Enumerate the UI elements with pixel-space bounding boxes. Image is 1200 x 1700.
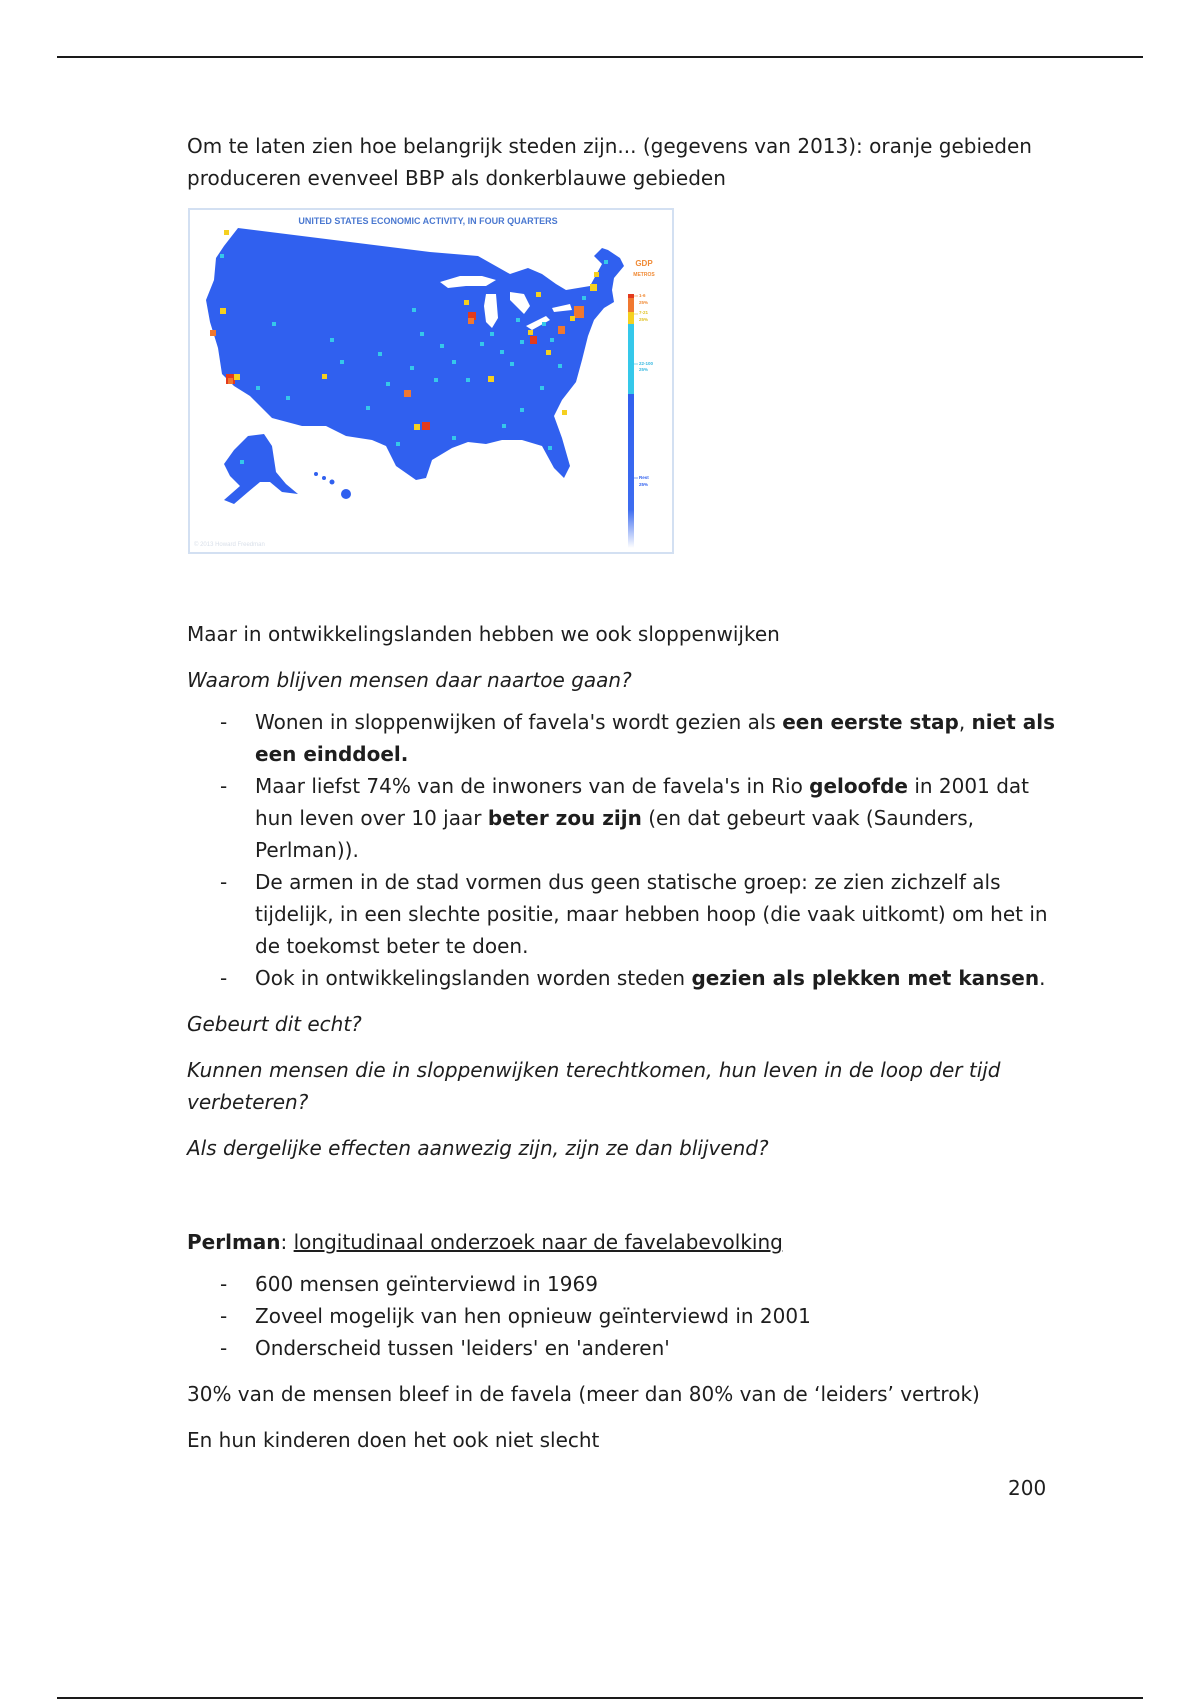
list-item [187,706,1057,770]
list-text: , [958,710,972,734]
legend-1-label: 1-6 [639,293,646,298]
list-item [187,962,1057,994]
legend-title-2: METROS [633,272,655,278]
bottom-rule [57,1697,1143,1699]
question-real: Gebeurt dit echt? [187,1012,362,1036]
perlman-colon: : [280,1230,294,1254]
perlman-name: Perlman [187,1230,281,1254]
legend-bar-red [628,294,634,298]
legend-bar-cyan [628,324,634,394]
slums-paragraph: Maar in ontwikkelingslanden hebben we ook sloppenwijken [187,622,780,646]
us-gdp-map-figure [188,208,674,554]
map-credit: © 2013 Howard Freedman [194,542,265,548]
legend-4-label: Rest [639,475,649,480]
legend-1-pct: 25% [639,300,649,305]
list-bold-text: beter zou zijn [487,806,642,830]
reasons-list [187,706,1057,994]
question-why: Waarom blijven mensen daar naartoe gaan? [187,668,632,692]
list-item [187,866,1057,962]
list-bold-text: gezien als plekken met kansen [691,966,1040,990]
perlman-list [187,1268,1057,1364]
page-number: 200 [1008,1476,1047,1500]
legend-4-pct: 25% [639,482,649,487]
legend-3-label: 22-100 [639,361,654,366]
page-content [187,130,1057,1456]
legend-labels [634,293,654,487]
legend-bar-orange [628,298,634,312]
list-text: Maar liefst 74% van de inwoners van de favela's in Rio [255,774,810,798]
children-paragraph: En hun kinderen doen het ook niet slecht [187,1428,600,1452]
stayed-paragraph: 30% van de mensen bleef in de favela (meer dan 80% van de ‘leiders’ vertrok) [187,1382,980,1406]
list-text: De armen in de stad vormen dus geen statische groep: ze zien zichzelf als tijdelijk, in een slechte positie, maar hebben hoop (die vaak uitkomt) om het in de toekomst beter te doen. [255,870,1048,958]
legend-2-label: 7-21 [639,310,649,315]
list-item: - 600 mensen geïnterviewd in 1969 [187,1268,1057,1300]
map-title: UNITED STATES ECONOMIC ACTIVITY, IN FOUR QUARTERS [298,216,558,226]
list-item: - Onderscheid tussen 'leiders' en 'anderen' [187,1332,1057,1364]
question-improve: Kunnen mensen die in sloppenwijken terechtkomen, hun leven in de loop der tijd verbeteren? [187,1058,1001,1114]
list-text: . [1039,966,1046,990]
legend-2-pct: 25% [639,317,649,322]
question-lasting: Als dergelijke effecten aanwezig zijn, zijn ze dan blijvend? [187,1136,769,1160]
legend-bar-blue [628,394,634,548]
perlman-heading [187,1226,1057,1258]
list-text: in 2001 dat hun leven over 10 jaar [255,774,1029,830]
list-text: Ook in ontwikkelingslanden worden steden [255,966,692,990]
list-bold-text: geloofde [809,774,908,798]
list-item: - Zoveel mogelijk van hen opnieuw geïnterviewd in 2001 [187,1300,1057,1332]
intro-paragraph: Om te laten zien hoe belangrijk steden zijn... (gegevens van 2013): oranje gebieden produceren evenveel BBP als donkerblauwe gebieden [187,134,1032,190]
alaska [224,434,298,504]
list-bold-text: een eerste stap [782,710,959,734]
legend-bar-yellow [628,312,634,324]
legend-title-1: GDP [635,259,653,268]
list-text: (en dat gebeurt vaak (Saunders, Perlman)). [255,806,974,862]
legend-3-pct: 25% [639,367,649,372]
list-bold-text: niet als een einddoel. [255,710,1055,766]
perlman-title: longitudinaal onderzoek naar de favelabevolking [293,1230,783,1254]
list-text: Wonen in sloppenwijken of favela's wordt gezien als [255,710,783,734]
us-map [190,210,672,552]
list-item [187,770,1057,866]
top-rule [57,56,1143,58]
hawaii [314,472,351,499]
map-legend [633,259,655,278]
